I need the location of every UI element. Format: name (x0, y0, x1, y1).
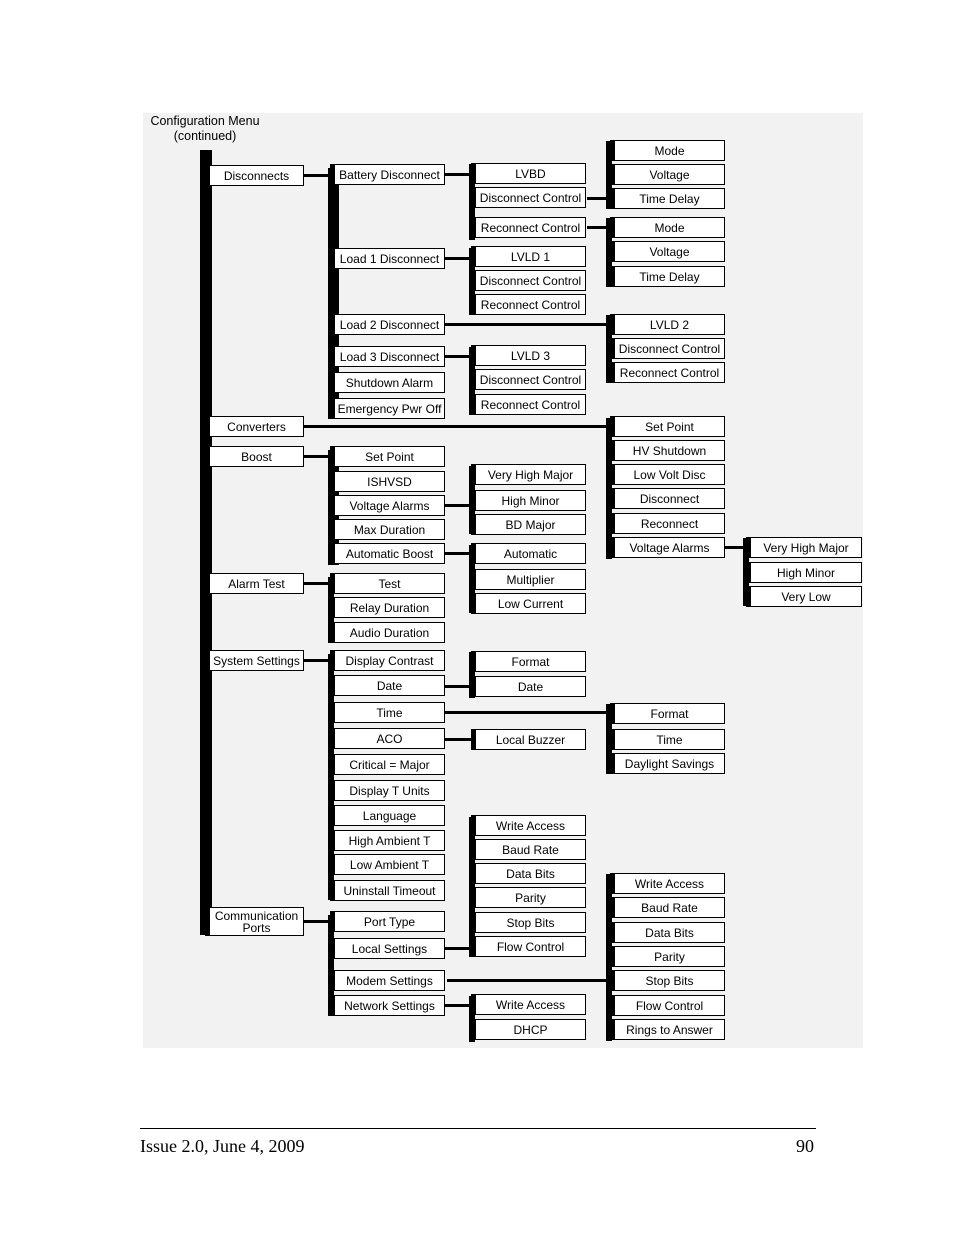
menu-node-conv-very-high-major: Very High Major (746, 537, 862, 558)
menu-node-display-contrast: Display Contrast (330, 650, 445, 671)
menu-node-date-date: Date (471, 676, 586, 697)
menu-node-network-settings: Network Settings (330, 995, 445, 1016)
menu-node-bd-major: BD Major (471, 514, 586, 535)
menu-node-brc-voltage: Voltage (610, 241, 725, 262)
menu-node-lvld3: LVLD 3 (471, 345, 586, 366)
menu-node-communication-ports (205, 907, 304, 936)
menu-node-test: Test (330, 573, 445, 594)
diagram-title (140, 114, 270, 144)
menu-node-ms-stop-bits: Stop Bits (610, 970, 725, 991)
menu-node-lvbd: LVBD (471, 163, 586, 184)
menu-node-ishvsd: ISHVSD (330, 471, 445, 492)
menu-node-brc-mode: Mode (610, 217, 725, 238)
menu-node-alarm-test: Alarm Test (205, 573, 304, 594)
connector-line (445, 711, 608, 714)
menu-node-boost-very-high-major: Very High Major (471, 464, 586, 485)
menu-node-ls-baud-rate: Baud Rate (471, 839, 586, 860)
menu-node-automatic: Automatic (471, 543, 586, 564)
footer-issue: Issue 2.0, June 4, 2009 (140, 1136, 305, 1156)
menu-node-high-ambient-t: High Ambient T (330, 830, 445, 851)
menu-node-ls-flow-control: Flow Control (471, 936, 586, 957)
menu-node-local-buzzer: Local Buzzer (471, 729, 586, 750)
menu-node-aco: ACO (330, 728, 445, 749)
menu-node-bdc-mode: Mode (610, 140, 725, 161)
menu-node-boost-high-minor: High Minor (471, 490, 586, 511)
menu-node-load3-disconnect: Load 3 Disconnect (330, 346, 445, 367)
menu-node-automatic-boost: Automatic Boost (330, 543, 445, 564)
menu-node-system-settings: System Settings (205, 650, 304, 671)
menu-node-conv-low-volt-disc: Low Volt Disc (610, 464, 725, 485)
menu-node-low-ambient-t: Low Ambient T (330, 854, 445, 875)
connector-line (445, 257, 471, 260)
menu-node-ls-stop-bits: Stop Bits (471, 912, 586, 933)
menu-node-ls-write-access: Write Access (471, 815, 586, 836)
menu-node-multiplier: Multiplier (471, 569, 586, 590)
menu-node-lvld2: LVLD 2 (610, 314, 725, 335)
menu-node-l1-disconnect-control: Disconnect Control (471, 270, 586, 291)
connector-line (445, 323, 608, 326)
comm-ports-line-1: Communication (214, 908, 299, 923)
connector-line (304, 455, 330, 458)
menu-node-brc-time-delay: Time Delay (610, 266, 725, 287)
menu-node-dhcp: DHCP (471, 1019, 586, 1040)
connector-line (445, 173, 471, 176)
menu-node-l2-disconnect-control: Disconnect Control (610, 338, 725, 359)
footer-rule (140, 1128, 816, 1129)
menu-node-ms-flow-control: Flow Control (610, 995, 725, 1016)
connector-line (445, 552, 471, 555)
menu-node-max-duration: Max Duration (330, 519, 445, 540)
connector-line (200, 150, 212, 935)
menu-node-shutdown-alarm: Shutdown Alarm (330, 372, 445, 393)
menu-node-critical-major: Critical = Major (330, 754, 445, 775)
menu-node-load2-disconnect: Load 2 Disconnect (330, 314, 445, 335)
connector-line (447, 979, 608, 982)
page-number: 90 (796, 1136, 814, 1156)
connector-line (445, 738, 471, 741)
menu-node-port-type: Port Type (330, 911, 445, 932)
menu-node-ms-baud-rate: Baud Rate (610, 897, 725, 918)
menu-node-l2-reconnect-control: Reconnect Control (610, 362, 725, 383)
menu-node-relay-duration: Relay Duration (330, 597, 445, 618)
menu-node-time-time: Time (610, 729, 725, 750)
title-line-2: (continued) (173, 129, 237, 143)
menu-node-daylight-savings: Daylight Savings (610, 753, 725, 774)
menu-node-disconnects: Disconnects (205, 165, 304, 186)
connector-line (445, 685, 471, 688)
menu-node-conv-hv-shutdown: HV Shutdown (610, 440, 725, 461)
menu-node-boost: Boost (205, 446, 304, 467)
menu-node-conv-very-low: Very Low (746, 586, 862, 607)
menu-node-low-current: Low Current (471, 593, 586, 614)
title-line-1: Configuration Menu (150, 114, 260, 128)
menu-node-time-format: Format (610, 703, 725, 724)
menu-node-ms-data-bits: Data Bits (610, 922, 725, 943)
menu-node-bdc-time-delay: Time Delay (610, 188, 725, 209)
menu-node-conv-high-minor: High Minor (746, 562, 862, 583)
menu-node-modem-settings: Modem Settings (330, 970, 445, 991)
menu-node-conv-reconnect: Reconnect (610, 513, 725, 534)
connector-line (304, 920, 330, 923)
menu-node-ls-data-bits: Data Bits (471, 863, 586, 884)
menu-node-battery-disconnect: Battery Disconnect (330, 164, 445, 185)
comm-ports-line-2: Ports (242, 920, 271, 935)
menu-node-l3-reconnect-control: Reconnect Control (471, 394, 586, 415)
menu-node-bdc-voltage: Voltage (610, 164, 725, 185)
menu-node-uninstall-timeout: Uninstall Timeout (330, 880, 445, 901)
menu-node-local-settings: Local Settings (330, 938, 445, 959)
connector-line (445, 1004, 471, 1007)
menu-node-l1-reconnect-control: Reconnect Control (471, 294, 586, 315)
menu-node-sys-time: Time (330, 702, 445, 723)
connector-line (304, 659, 330, 662)
menu-node-l3-disconnect-control: Disconnect Control (471, 369, 586, 390)
menu-node-ls-parity: Parity (471, 887, 586, 908)
connector-line (445, 504, 471, 507)
menu-node-date-format: Format (471, 651, 586, 672)
menu-node-audio-duration: Audio Duration (330, 622, 445, 643)
connector-line (304, 174, 330, 177)
menu-node-conv-voltage-alarms: Voltage Alarms (610, 537, 725, 558)
menu-node-bat-reconnect-control: Reconnect Control (471, 217, 586, 238)
menu-node-bat-disconnect-control: Disconnect Control (471, 187, 586, 208)
menu-node-boost-voltage-alarms: Voltage Alarms (330, 495, 445, 516)
menu-node-ns-write-access: Write Access (471, 994, 586, 1015)
menu-node-sys-date: Date (330, 675, 445, 696)
menu-node-load1-disconnect: Load 1 Disconnect (330, 248, 445, 269)
menu-node-ms-write-access: Write Access (610, 873, 725, 894)
connector-line (304, 582, 330, 585)
menu-node-conv-set-point: Set Point (610, 416, 725, 437)
connector-line (445, 947, 471, 950)
menu-node-converters: Converters (205, 416, 304, 437)
menu-node-emergency-pwr-off: Emergency Pwr Off (330, 398, 445, 419)
menu-node-display-t-units: Display T Units (330, 780, 445, 801)
connector-line (445, 355, 471, 358)
menu-node-boost-set-point: Set Point (330, 446, 445, 467)
menu-node-conv-disconnect: Disconnect (610, 488, 725, 509)
menu-node-lvld1: LVLD 1 (471, 246, 586, 267)
menu-node-rings-to-answer: Rings to Answer (610, 1019, 725, 1040)
connector-line (304, 425, 608, 428)
menu-node-ms-parity: Parity (610, 946, 725, 967)
menu-node-language: Language (330, 805, 445, 826)
